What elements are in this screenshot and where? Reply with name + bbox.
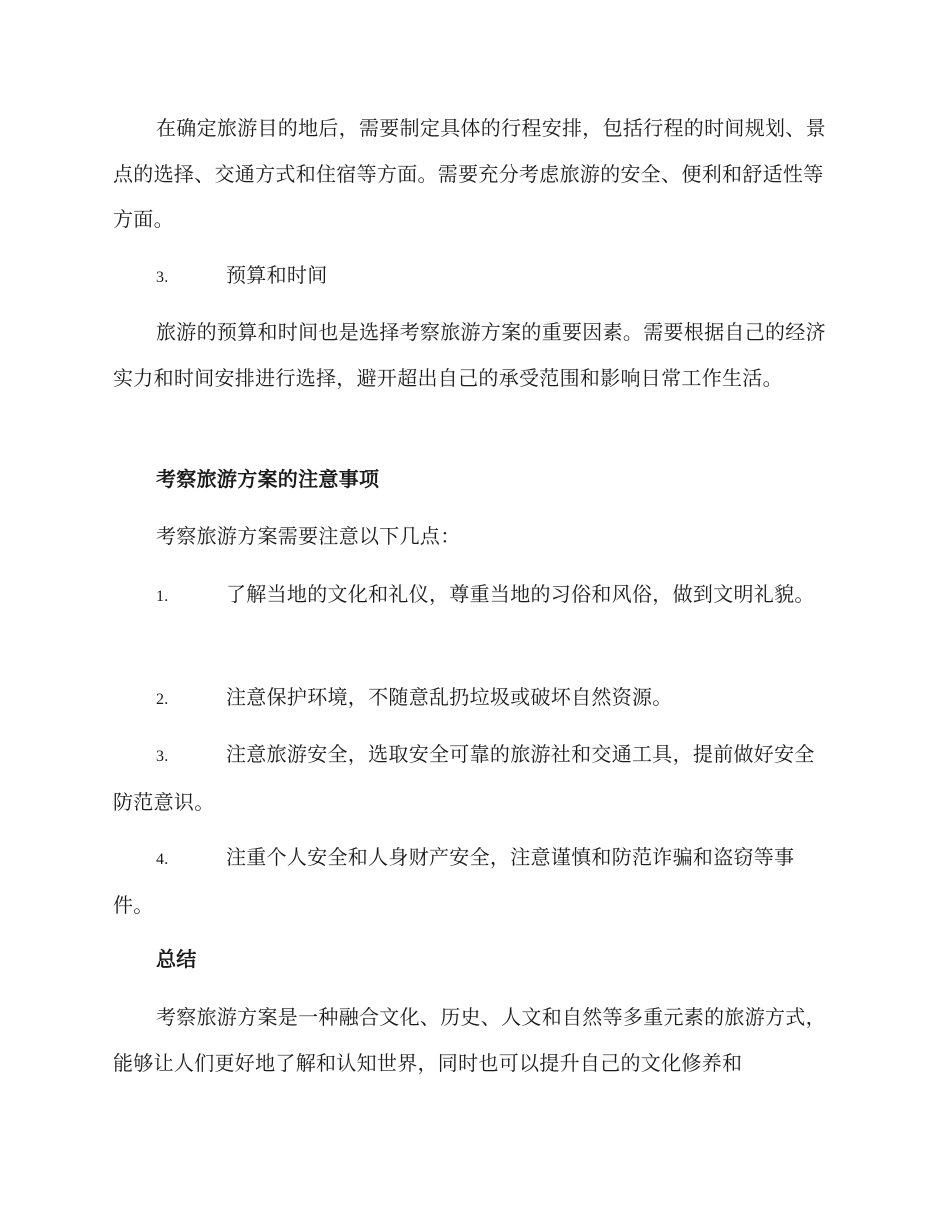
list-text: 注重个人安全和人身财产安全，注意谨慎和防范诈骗和盗窃等事件。 bbox=[113, 845, 795, 917]
list-item-note-3 bbox=[113, 732, 833, 825]
paragraph-itinerary: 在确定旅游目的地后，需要制定具体的行程安排，包括行程的时间规划、景点的选择、交通方式和住宿等方面。需要充分考虑旅游的安全、便利和舒适性等方面。 bbox=[113, 116, 826, 231]
list-number: 3. bbox=[156, 269, 169, 286]
list-text: 了解当地的文化和礼仪，尊重当地的习俗和风俗，做到文明礼貌。 bbox=[226, 582, 815, 606]
list-item-note-2 bbox=[113, 675, 833, 723]
paragraph-notes-intro: 考察旅游方案需要注意以下几点： bbox=[156, 524, 461, 548]
list-item-budget bbox=[113, 253, 833, 301]
list-number: 4. bbox=[156, 851, 169, 868]
list-item-note-4 bbox=[113, 835, 833, 928]
paragraph-budget: 旅游的预算和时间也是选择考察旅游方案的重要因素。需要根据自己的经济实力和时间安排进行选择，避开超出自己的承受范围和影响日常工作生活。 bbox=[113, 320, 826, 390]
paragraph-summary: 考察旅游方案是一种融合文化、历史、人文和自然等多重元素的旅游方式，能够让人们更好地了解和认知世界，同时也可以提升自己的文化修养和 bbox=[113, 1005, 826, 1075]
heading-summary: 总结 bbox=[156, 947, 197, 971]
list-number: 2. bbox=[156, 691, 169, 708]
list-number: 3. bbox=[156, 748, 169, 765]
list-item-note-1 bbox=[113, 572, 833, 620]
list-text: 注意保护环境，不随意乱扔垃圾或破坏自然资源。 bbox=[226, 685, 673, 709]
list-text: 注意旅游安全，选取安全可靠的旅游社和交通工具，提前做好安全防范意识。 bbox=[113, 742, 815, 814]
list-number: 1. bbox=[156, 588, 169, 605]
heading-notes: 考察旅游方案的注意事项 bbox=[156, 467, 380, 491]
list-text: 预算和时间 bbox=[226, 263, 328, 287]
